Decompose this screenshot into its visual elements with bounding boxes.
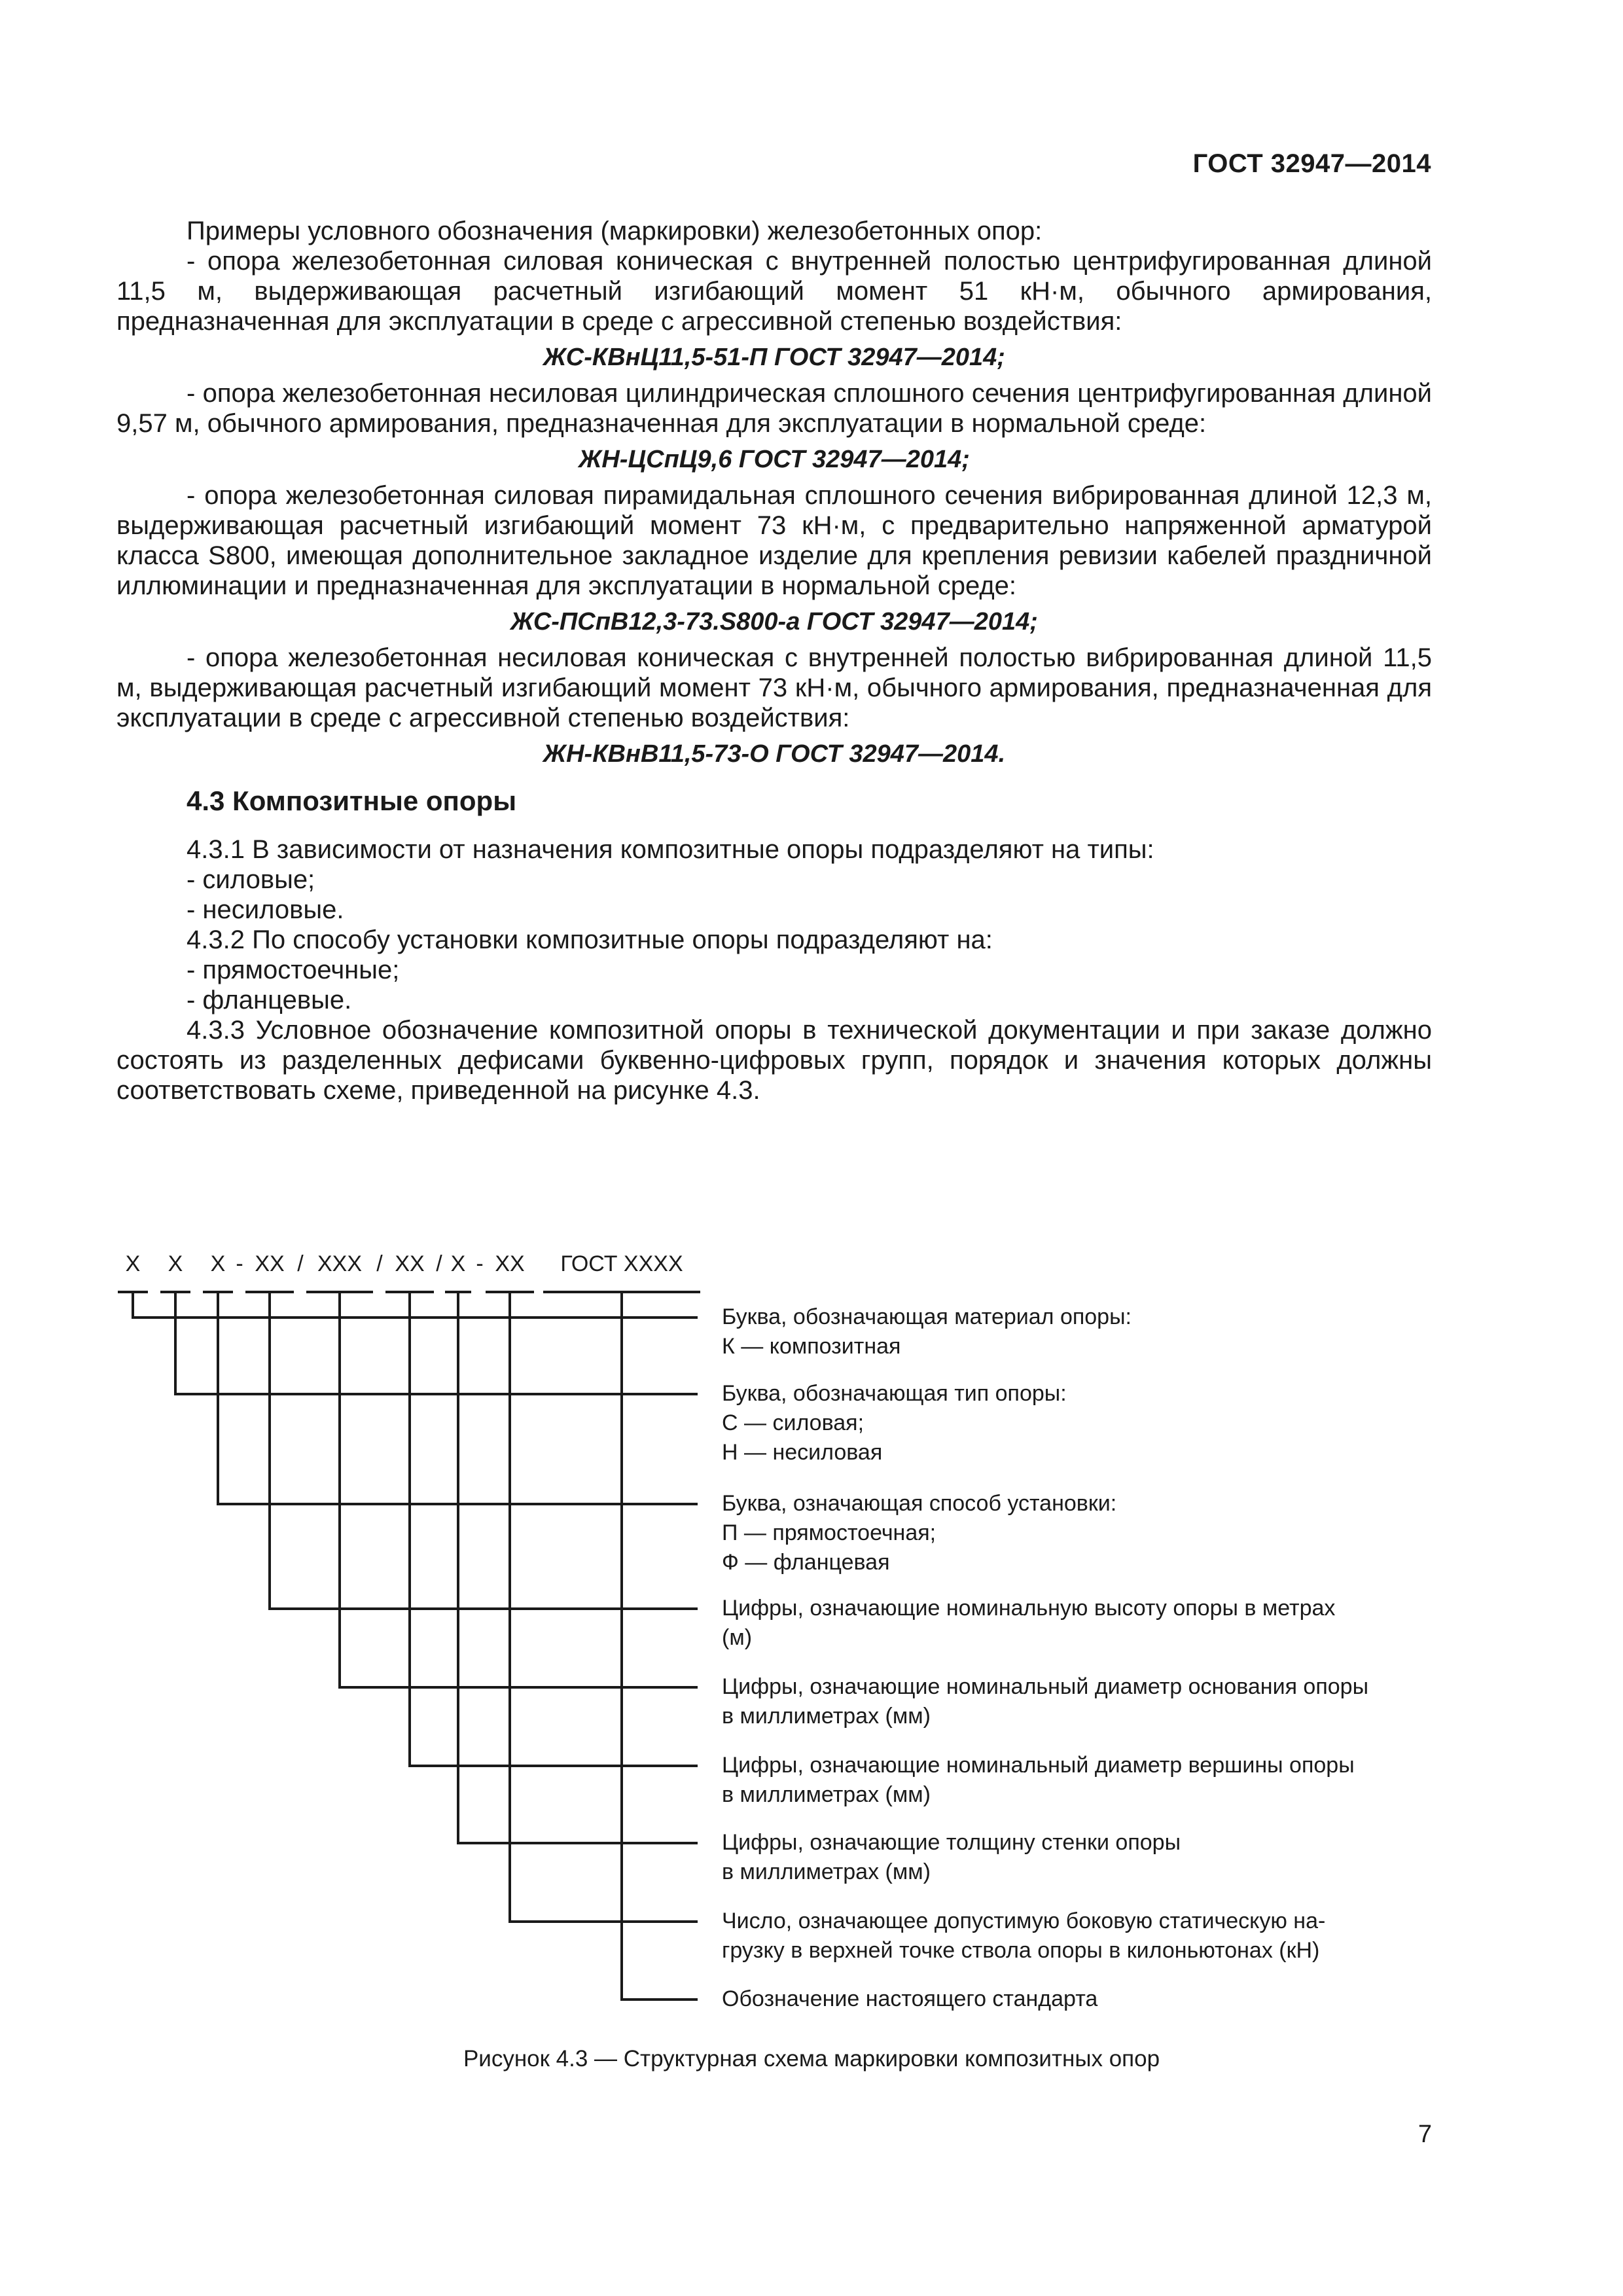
section-title: 4.3 Композитные опоры (187, 785, 517, 816)
example-2-code: ЖН-ЦСпЦ9,6 ГОСТ 32947—2014; (579, 446, 970, 473)
label-install-value: П — прямостоечная; (722, 1520, 936, 1545)
scheme-token: XX (495, 1251, 525, 1276)
scheme-token: - (236, 1251, 243, 1276)
scheme-token: XX (255, 1251, 285, 1276)
scheme-token: / (376, 1251, 383, 1276)
example-3-text: - опора железобетонная силовая пирамидальная сплошного сечения вибрированная длиной 12,3 м, выдерживающая расчетный изгибающий момент 73 кН·м, с предварительно напряженной арматурой класса S800, имеющая дополнительное закладное изделие для крепления ревизии кабелей праздничной иллюминации и предназначенная для эксплуатации в нормальной среде: (116, 481, 1432, 600)
scheme-token: XX (395, 1251, 425, 1276)
section-p1: 4.3.1 В зависимости от назначения композитные опоры подразделяют на типы: (187, 835, 1154, 864)
example-4-text: - опора железобетонная несиловая коническая с внутренней полостью вибрированная длиной 11,5 м, выдерживающая расчетный изгибающий момент 73 кН·м, обычного армирования, предназначенная для эксплуатации в среде с агрессивной степенью воздействия: (116, 643, 1432, 732)
example-2-text: - опора железобетонная несиловая цилиндрическая сплошного сечения центрифугированная длиной 9,57 м, обычного армирования, предназначенная для эксплуатации в нормальной среде: (116, 379, 1432, 438)
list-item: - прямостоечные; (187, 956, 400, 984)
label-lateral-load: Число, означающее допустимую боковую статическую на- (722, 1909, 1326, 1933)
list-item: - фланцевые. (187, 986, 352, 1014)
label-type-value: С — силовая; (722, 1410, 865, 1435)
example-1-text: - опора железобетонная силовая коническая с внутренней полостью центрифугированная длиной 11,5 м, выдерживающая расчетный изгибающий момент 51 кН·м, обычного армирования, предназначенная для эксплуатации в среде с агрессивной степенью воздействия: (116, 247, 1432, 336)
list-item: - силовые; (187, 865, 315, 894)
label-install-value: Ф — фланцевая (722, 1550, 890, 1575)
label-top-diameter-unit: в миллиметрах (мм) (722, 1782, 931, 1807)
scheme-token: X (125, 1251, 141, 1276)
label-height: Цифры, означающие номинальную высоту опоры в метрах (722, 1596, 1336, 1621)
example-1-code: ЖС-КВнЦ11,5-51-П ГОСТ 32947—2014; (543, 344, 1005, 371)
scheme-connectors (118, 1292, 700, 2000)
label-wall-thickness-unit: в миллиметрах (мм) (722, 1859, 931, 1884)
label-type-title: Буква, обозначающая тип опоры: (722, 1381, 1067, 1406)
label-top-diameter: Цифры, означающие номинальный диаметр вершины опоры (722, 1753, 1355, 1778)
scheme-token: - (476, 1251, 484, 1276)
section-p3: 4.3.3 Условное обозначение композитной опоры в технической документации и при заказе должно состоять из разделенных дефисами буквенно-цифровых групп, порядок и значения которых должны соответствовать схеме, приведенной на рисунке 4.3. (116, 1016, 1432, 1105)
scheme-token: / (297, 1251, 304, 1276)
label-lateral-load-cont: грузку в верхней точке ствола опоры в килоньютонах (кН) (722, 1938, 1320, 1963)
example-4-code: ЖН-КВнВ11,5-73-О ГОСТ 32947—2014. (543, 740, 1006, 768)
list-item: - несиловые. (187, 895, 344, 924)
scheme-token: XXX (317, 1251, 363, 1276)
label-material-value: К — композитная (722, 1334, 901, 1359)
scheme-token: X (168, 1251, 183, 1276)
scheme-token: / (436, 1251, 442, 1276)
label-base-diameter: Цифры, означающие номинальный диаметр основания опоры (722, 1674, 1369, 1699)
label-install-title: Буква, означающая способ установки: (722, 1491, 1117, 1516)
scheme-token: X (450, 1251, 466, 1276)
examples-intro: Примеры условного обозначения (маркировки) железобетонных опор: (187, 217, 1043, 245)
scheme-token: ГОСТ XXXX (560, 1251, 683, 1276)
standard-header: ГОСТ 32947—2014 (1192, 149, 1431, 178)
label-type-value: Н — несиловая (722, 1440, 883, 1465)
label-wall-thickness: Цифры, означающие толщину стенки опоры (722, 1830, 1181, 1855)
label-base-diameter-unit: в миллиметрах (мм) (722, 1704, 931, 1729)
figure-caption: Рисунок 4.3 — Структурная схема маркировки композитных опор (463, 2046, 1160, 2072)
example-3-code: ЖС-ПСпВ12,3-73.S800-а ГОСТ 32947—2014; (510, 608, 1038, 636)
scheme-token: X (210, 1251, 226, 1276)
section-p2: 4.3.2 По способу установки композитные опоры подразделяют на: (187, 925, 993, 954)
page-number: 7 (1418, 2121, 1432, 2148)
document-body (116, 216, 1432, 1105)
label-material-title: Буква, обозначающая материал опоры: (722, 1304, 1132, 1329)
label-standard: Обозначение настоящего стандарта (722, 1986, 1098, 2011)
label-height-unit: (м) (722, 1625, 753, 1650)
